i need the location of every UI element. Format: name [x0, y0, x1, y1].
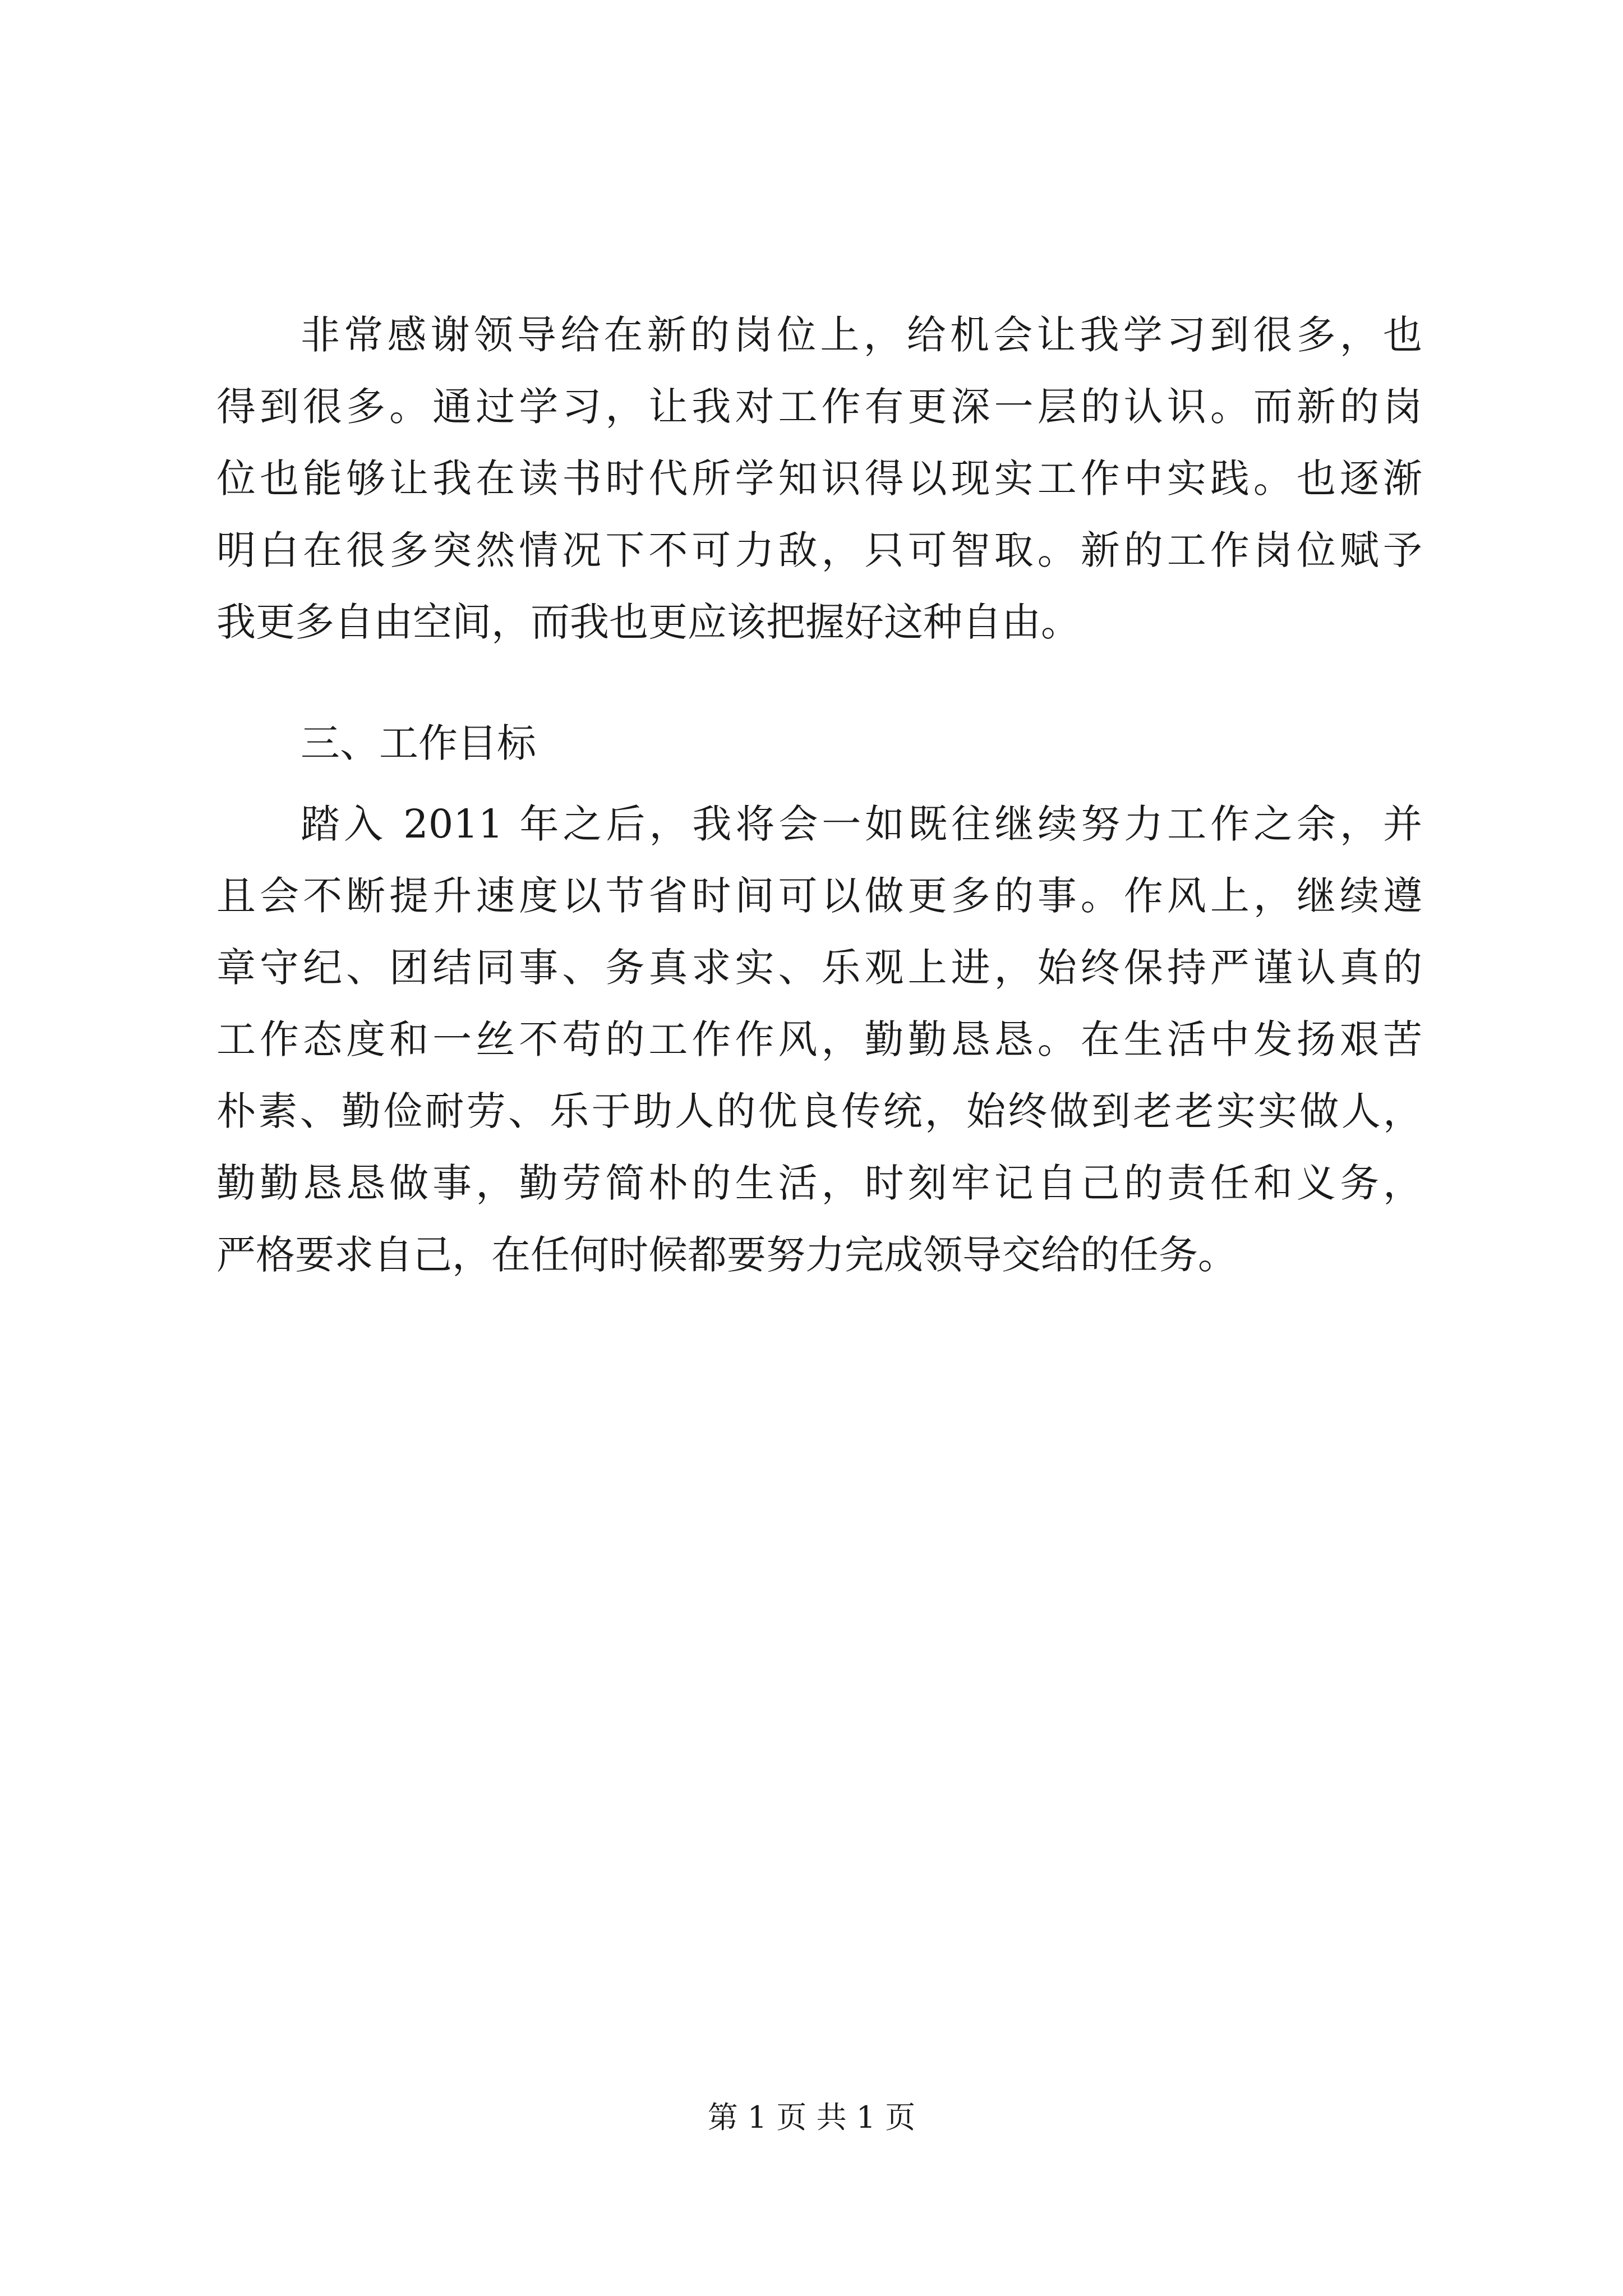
- paragraph-1-line-4: 明白在很多突然情况下不可力敌，只可智取。新的工作岗位赋予: [216, 527, 1422, 573]
- paragraph-2-line-3: 章守纪、团结同事、务真求实、乐观上进，始终保持严谨认真的: [216, 945, 1422, 991]
- paragraph-2-line-4: 工作态度和一丝不苟的工作作风，勤勤恳恳。在生活中发扬艰苦: [216, 1016, 1422, 1062]
- paragraph-1-line-5: 我更多自由空间，而我也更应该把握好这种自由。: [216, 599, 1080, 645]
- paragraph-1-line-2: 得到很多。通过学习，让我对工作有更深一层的认识。而新的岗: [216, 384, 1422, 430]
- page-footer: 第 1 页 共 1 页: [707, 2100, 916, 2135]
- paragraph-2-line-2: 且会不断提升速度以节省时间可以做更多的事。作风上，继续遵: [216, 873, 1422, 919]
- paragraph-1-line-1: 非常感谢领导给在新的岗位上，给机会让我学习到很多，也: [301, 312, 1422, 358]
- paragraph-2-line-5: 朴素、勤俭耐劳、乐于助人的优良传统，始终做到老老实实做人，: [216, 1088, 1422, 1134]
- paragraph-2-line-7: 严格要求自己，在任何时候都要努力完成领导交给的任务。: [216, 1232, 1237, 1278]
- paragraph-2-line-6: 勤勤恳恳做事，勤劳简朴的生活，时刻牢记自己的责任和义务，: [216, 1160, 1422, 1206]
- section-heading-work-goals: 三、工作目标: [301, 720, 536, 766]
- paragraph-1-line-3: 位也能够让我在读书时代所学知识得以现实工作中实践。也逐渐: [216, 455, 1422, 501]
- paragraph-2-line-1: 踏入 2011 年之后，我将会一如既往继续努力工作之余，并: [301, 801, 1422, 847]
